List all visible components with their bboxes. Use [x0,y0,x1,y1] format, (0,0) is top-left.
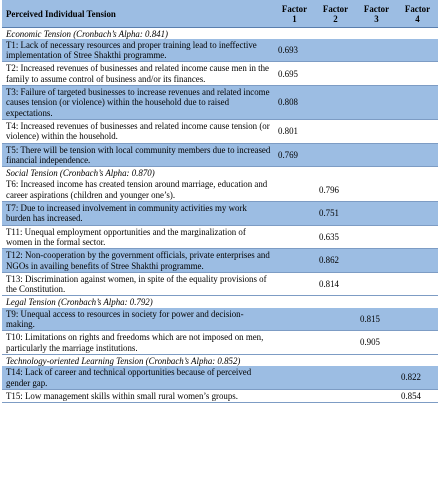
item-statement: T14: Lack of career and technical opportunities because of perceived gender gap. [2,366,274,389]
column-header-factor-1 [274,0,315,27]
item-statement: T1: Lack of necessary resources and proper training lead to ineffective implementation of Stree Shakthi programme. [2,39,274,62]
factor-4-loading-cell [397,202,438,226]
factor-4-loading-cell [397,331,438,355]
factor-4-loading-cell [397,119,438,143]
table-row [2,249,438,273]
item-statement: T2: Increased revenues of businesses and related income cause men in the family to assume control of business and/or its finances. [2,62,274,86]
factor-1-loading-cell [274,272,315,296]
factor-4-loading-cell [397,86,438,120]
item-statement: T3: Failure of targeted businesses to increase revenues and related income causes tension (or violence) within the household due to raised expectations. [2,86,274,120]
table-row [2,366,438,389]
factor-3-loading-cell [356,62,397,86]
section-heading: Economic Tension (Cronbach’s Alpha: 0.841) [2,27,438,39]
factor-3-loading-cell: 0.905 [356,331,397,355]
item-statement: T6: Increased income has created tension around marriage, education and career aspirations (children and younger one’s). [2,178,274,201]
table-row [2,389,438,402]
factor-3-loading-cell [356,143,397,167]
table-container [2,0,438,489]
section-heading: Legal Tension (Cronbach’s Alpha: 0.792) [2,296,438,308]
column-header-perceived-tension: Perceived Individual Tension [2,0,274,27]
factor-1-loading-cell [274,366,315,389]
factor-4-loading-cell [397,308,438,331]
section-heading-row [2,354,438,366]
factor-4-loading-cell: 0.822 [397,366,438,389]
table-row [2,62,438,86]
factor-3-word: Factor [363,4,390,14]
section-heading-row [2,296,438,308]
item-statement: T9: Unequal access to resources in society for power and decision-making. [2,308,274,331]
factor-2-loading-cell [315,366,356,389]
factor-3-loading-cell [356,119,397,143]
factor-2-loading-cell [315,389,356,402]
factor-2-loading-cell: 0.635 [315,225,356,249]
table-row [2,143,438,167]
factor-3-loading-cell [356,272,397,296]
factor-1-number: 1 [292,14,297,25]
item-statement: T12: Non-cooperation by the government officials, private enterprises and NGOs in availing benefits of Stree Shakthi programme. [2,249,274,273]
item-statement: T15: Low management skills within small rural women’s groups. [2,389,274,402]
factor-4-loading-cell: 0.854 [397,389,438,402]
factor-2-loading-cell [315,143,356,167]
item-statement: T11: Unequal employment opportunities and the marginalization of women in the formal sector. [2,225,274,249]
factor-1-loading-cell [274,202,315,226]
factor-4-loading-cell [397,39,438,62]
section-heading-row [2,27,438,39]
section-heading: Technology-oriented Learning Tension (Cronbach’s Alpha: 0.852) [2,354,438,366]
factor-3-loading-cell [356,249,397,273]
factor-4-number: 4 [415,14,420,25]
table-row [2,39,438,62]
factor-1-loading-cell: 0.769 [274,143,315,167]
factor-1-loading-cell [274,389,315,402]
factor-1-loading-cell [274,178,315,201]
factor-1-loading-cell [274,331,315,355]
column-header-factor-3 [356,0,397,27]
item-statement: T10: Limitations on rights and freedoms which are not imposed on men, particularly the marriage institutions. [2,331,274,355]
factor-4-loading-cell [397,178,438,201]
table-row [2,178,438,201]
factor-3-loading-cell [356,86,397,120]
factor-3-loading-cell [356,202,397,226]
table-row [2,119,438,143]
factor-4-loading-cell [397,62,438,86]
factor-2-loading-cell: 0.814 [315,272,356,296]
item-statement: T4: Increased revenues of businesses and related income cause tension (or violence) within the household. [2,119,274,143]
factor-3-loading-cell [356,389,397,402]
item-statement: T7: Due to increased involvement in community activities my work burden has increased. [2,202,274,226]
section-heading-row [2,167,438,179]
item-statement: T13: Discrimination against women, in spite of the equality provisions of the Constitution. [2,272,274,296]
column-header-factor-2 [315,0,356,27]
factor-2-loading-cell [315,119,356,143]
factor-2-loading-cell [315,86,356,120]
table-row [2,225,438,249]
factor-1-word: Factor [281,4,308,14]
table-body [2,27,438,403]
factor-4-loading-cell [397,225,438,249]
factor-4-loading-cell [397,272,438,296]
factor-2-loading-cell: 0.796 [315,178,356,201]
table-row [2,331,438,355]
factor-2-loading-cell [315,331,356,355]
factor-1-loading-cell [274,225,315,249]
factor-3-loading-cell [356,225,397,249]
table-row [2,86,438,120]
factor-1-loading-cell: 0.695 [274,62,315,86]
section-heading: Social Tension (Cronbach’s Alpha: 0.870) [2,167,438,179]
factor-3-loading-cell [356,39,397,62]
factor-1-loading-cell: 0.693 [274,39,315,62]
factor-3-number: 3 [374,14,379,25]
factor-loadings-table [2,0,438,403]
table-row [2,308,438,331]
header-row [2,0,438,27]
factor-1-loading-cell: 0.801 [274,119,315,143]
factor-4-loading-cell [397,249,438,273]
factor-2-number: 2 [333,14,338,25]
factor-3-loading-cell [356,366,397,389]
column-header-factor-4 [397,0,438,27]
factor-3-loading-cell: 0.815 [356,308,397,331]
factor-2-loading-cell [315,308,356,331]
table-row [2,202,438,226]
factor-1-loading-cell [274,249,315,273]
factor-1-loading-cell: 0.808 [274,86,315,120]
factor-4-word: Factor [404,4,431,14]
factor-1-loading-cell [274,308,315,331]
factor-2-loading-cell: 0.751 [315,202,356,226]
table-row [2,272,438,296]
factor-2-loading-cell: 0.862 [315,249,356,273]
factor-3-loading-cell [356,178,397,201]
factor-4-loading-cell [397,143,438,167]
item-statement: T5: There will be tension with local community members due to increased financial independence. [2,143,274,167]
factor-2-loading-cell [315,62,356,86]
factor-2-word: Factor [322,4,349,14]
factor-2-loading-cell [315,39,356,62]
